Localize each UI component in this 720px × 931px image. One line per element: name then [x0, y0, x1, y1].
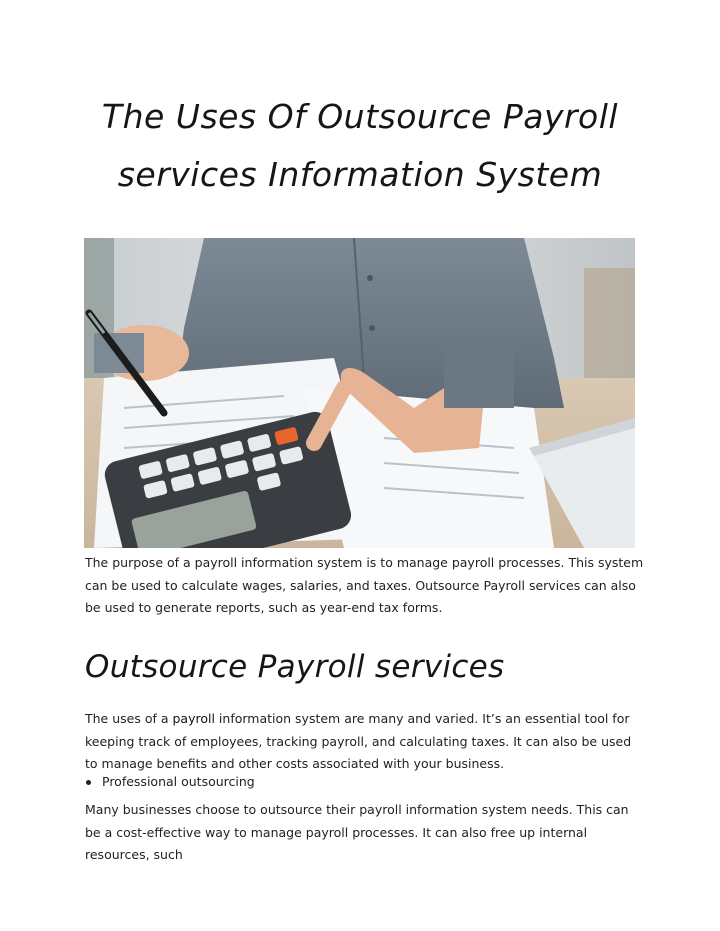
hero-illustration [84, 238, 635, 548]
section-paragraph-2: Many businesses choose to outsource their payroll information system needs. This can be a cost-effective way to manage payroll processes. It can also free up internal resources, such [85, 802, 629, 862]
bullet-icon [86, 780, 91, 785]
section-paragraph-1 [85, 708, 645, 776]
list-item-label: Professional outsourcing [102, 774, 255, 789]
section-p1-start: The uses of a [85, 711, 173, 726]
section-p1-rest: information system are many and varied. It’s an essential tool for keeping track of employees, tracking payroll, and calculating taxes. It can also be used to manage benefits and other costs associated with your business. [85, 711, 632, 771]
payroll-link[interactable]: payroll [172, 711, 215, 726]
hero-image [84, 238, 635, 548]
intro-paragraph: The purpose of a payroll information system is to manage payroll processes. This system can be used to calculate wages, salaries, and taxes. Outsource Payroll services can also be used to generate reports, such as year-end tax forms. [85, 555, 644, 615]
section-heading: Outsource Payroll services [85, 649, 505, 685]
list-item [86, 772, 255, 792]
title-line-1: The Uses Of Outsource Payroll [101, 97, 619, 136]
title-line-2: services Information System [117, 155, 603, 194]
page-title [60, 88, 660, 204]
